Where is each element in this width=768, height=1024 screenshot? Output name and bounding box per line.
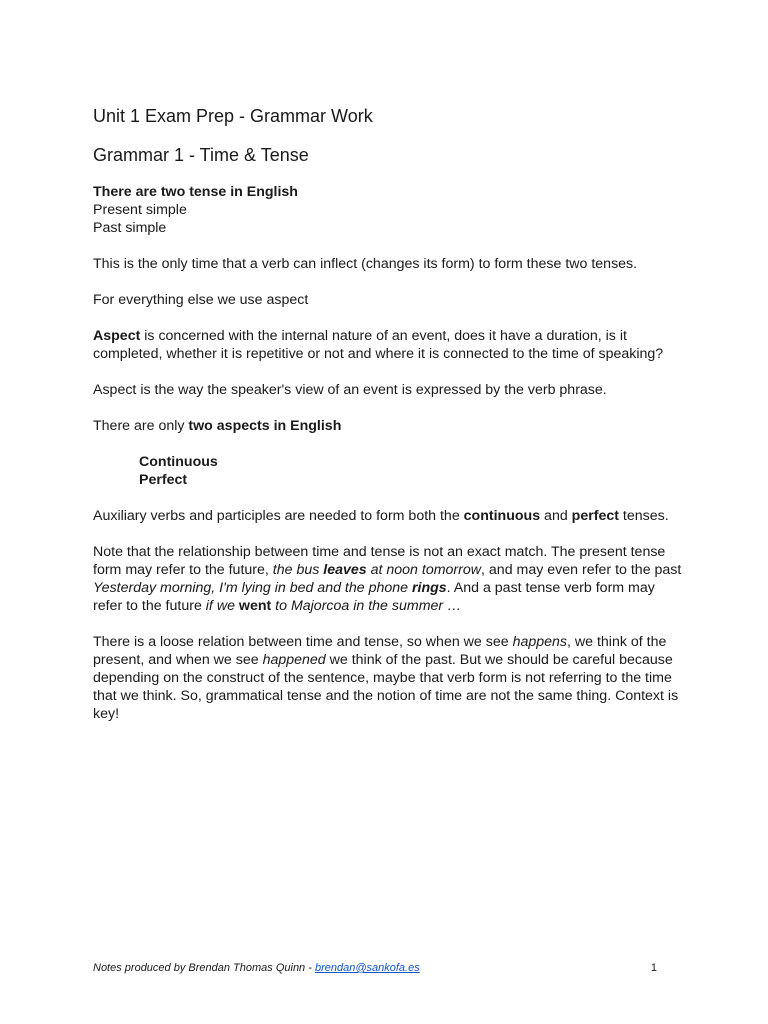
paragraph-everything: For everything else we use aspect [93, 292, 309, 308]
paragraph-view: Aspect is the way the speaker's view of an event is expressed by the verb phrase. [93, 382, 607, 398]
paragraph-aspect: Aspect is concerned with the internal nature of an event, does it have a duration, is it completed, whether it is repetitive or not and where it is connected to the time of speaking? [93, 328, 664, 362]
aspect-perfect: Perfect [139, 472, 188, 488]
document-title: Unit 1 Exam Prep - Grammar Work [93, 106, 373, 126]
section-title: Grammar 1 - Time & Tense [93, 145, 309, 165]
paragraph-note: Note that the relationship between time and tense is not an exact match. The present tense form may refer to the future, the bus leaves at noon tomorrow, and may even refer to the past Yesterday morning, I'm lying in bed and the phone rings. And a past tense verb form may refer to the future if we went to Majorcoa in the summer … [93, 544, 682, 614]
aspect-continuous: Continuous [139, 454, 218, 470]
tense-present: Present simple [93, 202, 187, 218]
page-number: 1 [650, 962, 657, 974]
footer-email-link[interactable]: brendan@sankofa.es [314, 962, 420, 974]
footer-credit: Notes produced by Brendan Thomas Quinn - [93, 962, 315, 974]
tenses-heading: There are two tense in English [93, 184, 298, 200]
tense-past: Past simple [93, 220, 167, 236]
paragraph-only: There are only two aspects in English [93, 418, 342, 434]
page-footer [93, 962, 657, 974]
document-body [93, 183, 683, 741]
paragraph-inflect: This is the only time that a verb can inflect (changes its form) to form these two tenses. [93, 256, 638, 272]
paragraph-loose: There is a loose relation between time and tense, so when we see happens, we think of the present, and when we see happened we think of the past. But we should be careful because depending on the construct of the sentence, maybe that verb form is not referring to the time that we think. So, grammatical tense and the notion of time are not the same thing. Context is key! [93, 634, 679, 722]
paragraph-auxiliary: Auxiliary verbs and participles are needed to form both the continuous and perfect tenses. [93, 508, 669, 524]
